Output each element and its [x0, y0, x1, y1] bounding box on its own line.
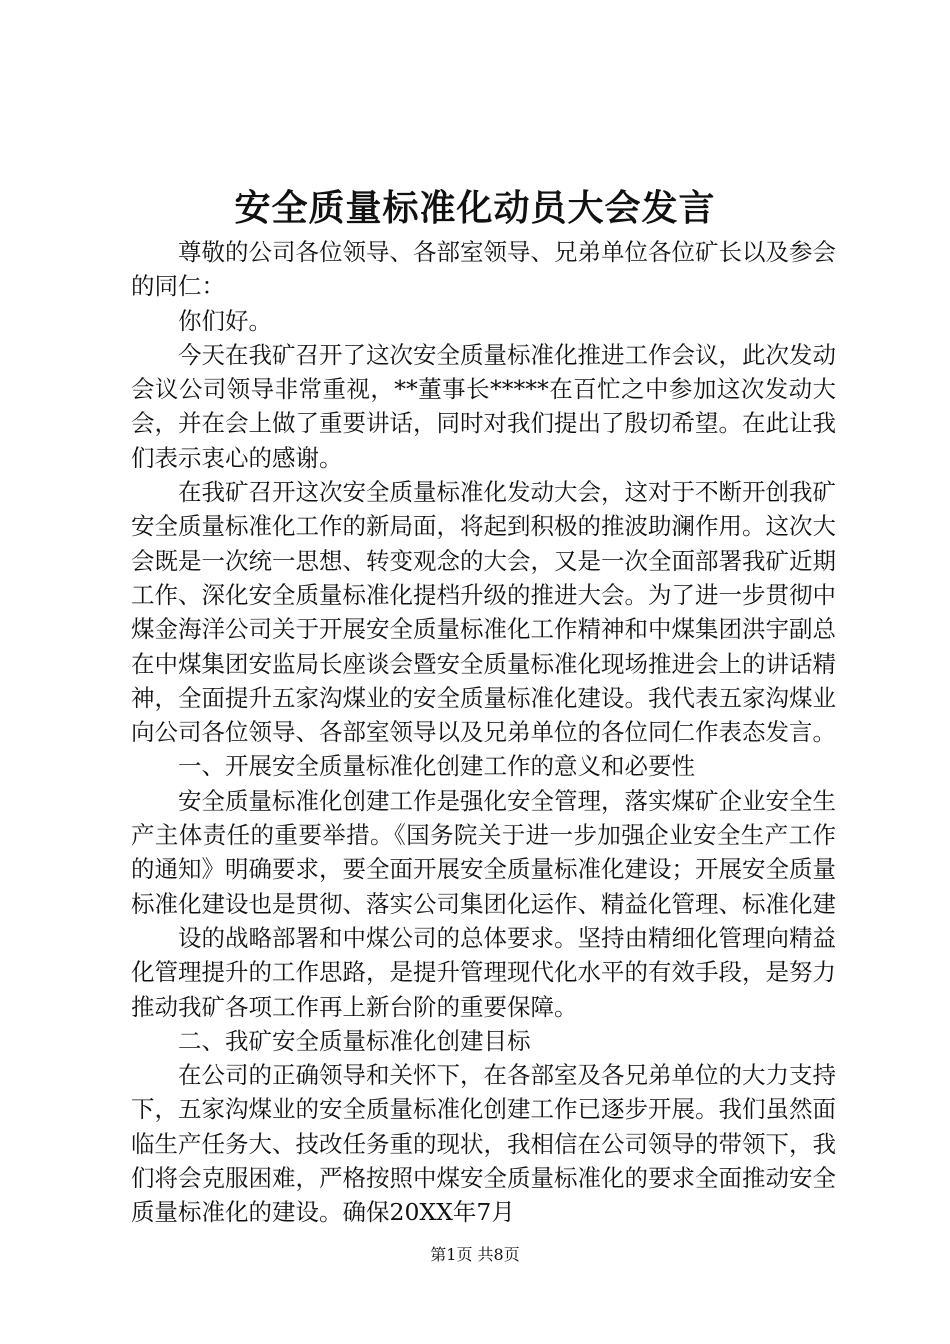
- section-heading-1: 一、开展安全质量标准化创建工作的意义和必要性: [178, 752, 695, 781]
- paragraph-significance: 安全质量标准化创建工作是强化安全管理，落实煤矿企业安全生产主体责任的重要举措。《国务院关于进一步加强企业安全生产工作的通知》明确要求，要全面开展安全质量标准化建设；开展安全质量标准化建设也是贯彻、落实公司集团化运作、精益化管理、标准化建: [131, 786, 836, 918]
- page-number-footer: 第1页 共8页: [430, 1245, 520, 1264]
- section-heading-2: 二、我矿安全质量标准化创建目标: [178, 1026, 531, 1055]
- paragraph-greeting: 你们好。: [178, 306, 272, 335]
- document-body: [131, 235, 836, 1230]
- paragraph-salutation: 尊敬的公司各位领导、各部室领导、兄弟单位各位矿长以及参会的同仁：: [131, 238, 836, 301]
- document-title: 安全质量标准化动员大会发言: [234, 187, 716, 229]
- paragraph-thanks: 今天在我矿召开了这次安全质量标准化推进工作会议，此次发动会议公司领导非常重视，**董事长*****在百忙之中参加这次发动大会，并在会上做了重要讲话，同时对我们提出了殷切希望。在此让我们表示衷心的感谢。: [131, 340, 836, 472]
- paragraph-significance-continued: 设的战略部署和中煤公司的总体要求。坚持由精细化管理向精益化管理提升的工作思路，是提升管理现代化水平的有效手段，是努力推动我矿各项工作再上新台阶的重要保障。: [131, 923, 836, 1021]
- paragraph-meeting-purpose: 在我矿召开这次安全质量标准化发动大会，这对于不断开创我矿安全质量标准化工作的新局面，将起到积极的推波助澜作用。这次大会既是一次统一思想、转变观念的大会，又是一次全面部署我矿近期工作、深化安全质量标准化提档升级的推进大会。为了进一步贯彻中煤金海洋公司关于开展安全质量标准化工作精神和中煤集团洪宇副总在中煤集团安监局长座谈会暨安全质量标准化现场推进会上的讲话精神，全面提升五家沟煤业的安全质量标准化建设。我代表五家沟煤业向公司各位领导、各部室领导以及兄弟单位的各位同仁作表态发言。: [131, 478, 836, 747]
- paragraph-goals: 在公司的正确领导和关怀下，在各部室及各兄弟单位的大力支持下，五家沟煤业的安全质量标准化创建工作已逐步开展。我们虽然面临生产任务大、技改任务重的现状，我相信在公司领导的带领下，我们将会克服困难，严格按照中煤安全质量标准化的要求全面推动安全质量标准化的建设。确保20XX年7月: [131, 1061, 836, 1227]
